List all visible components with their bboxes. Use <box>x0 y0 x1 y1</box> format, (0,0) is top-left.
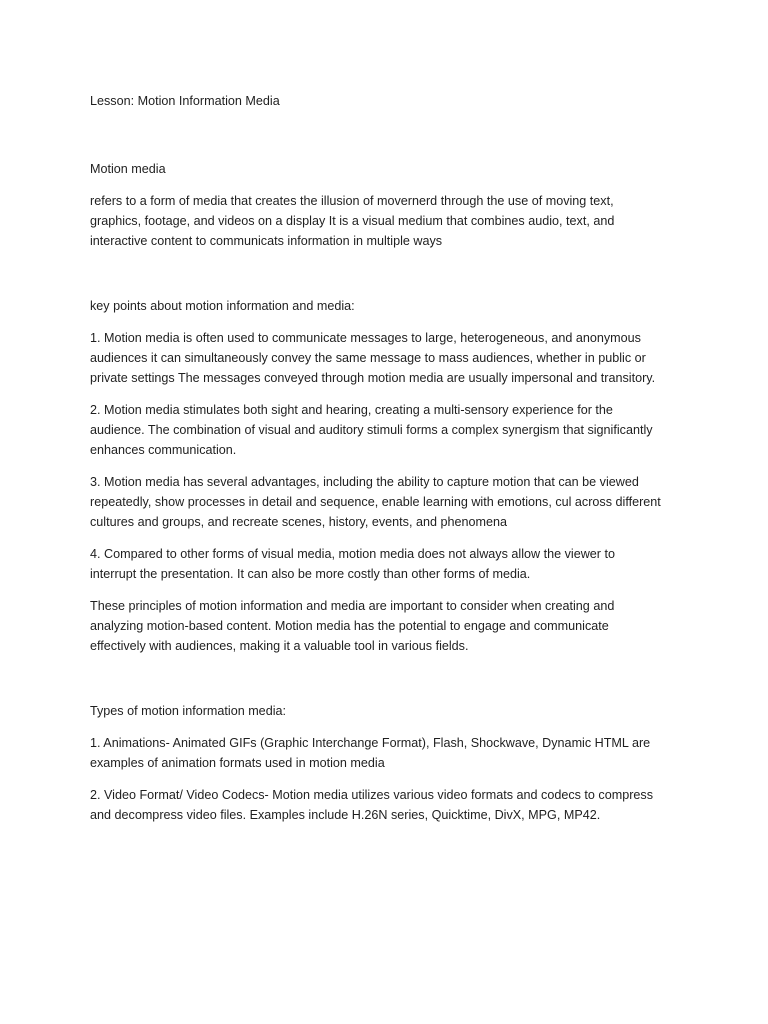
key-point-item: 2. Motion media stimulates both sight and hearing, creating a multi-sensory experience for the audience. The combination of visual and auditory stimuli forms a complex synergism that significantly enhances communication. <box>90 403 653 457</box>
media-type-item: 1. Animations- Animated GIFs (Graphic Interchange Format), Flash, Shockwave, Dynamic HTML are examples of animation formats used in motion media <box>90 736 651 770</box>
document-title: Lesson: Motion Information Media <box>90 94 280 108</box>
key-point-item: 4. Compared to other forms of visual media, motion media does not always allow the viewer to interrupt the presentation. It can also be more costly than other forms of media. <box>90 547 615 581</box>
media-type-item: 2. Video Format/ Video Codecs- Motion media utilizes various video formats and codecs to compress and decompress video files. Examples include H.26N series, Quicktime, DivX, MPG, MP42. <box>90 788 654 822</box>
section-heading-key-points: key points about motion information and media: <box>90 299 355 313</box>
key-point-item: 3. Motion media has several advantages, including the ability to capture motion that can be viewed repeatedly, show processes in detail and sequence, enable learning with emotions, cul across different cultures and groups, and recreate scenes, history, events, and phenomena <box>90 475 661 529</box>
principles-summary: These principles of motion information and media are important to consider when creating and analyzing motion-based content. Motion media has the potential to engage and communicate effectively with audiences, making it a valuable tool in various fields. <box>90 599 615 653</box>
section-heading-motion-media: Motion media <box>90 162 166 176</box>
key-point-item: 1. Motion media is often used to communicate messages to large, heterogeneous, and anonymous audiences it can simultaneously convey the same message to mass audiences, whether in public or private settings The messages conveyed through motion media are usually impersonal and transitory. <box>90 331 656 385</box>
motion-media-definition: refers to a form of media that creates the illusion of movernerd through the use of moving text, graphics, footage, and videos on a display It is a visual medium that combines audio, text, and interactive content to communicats information in multiple ways <box>90 194 615 248</box>
section-heading-types: Types of motion information media: <box>90 704 286 718</box>
